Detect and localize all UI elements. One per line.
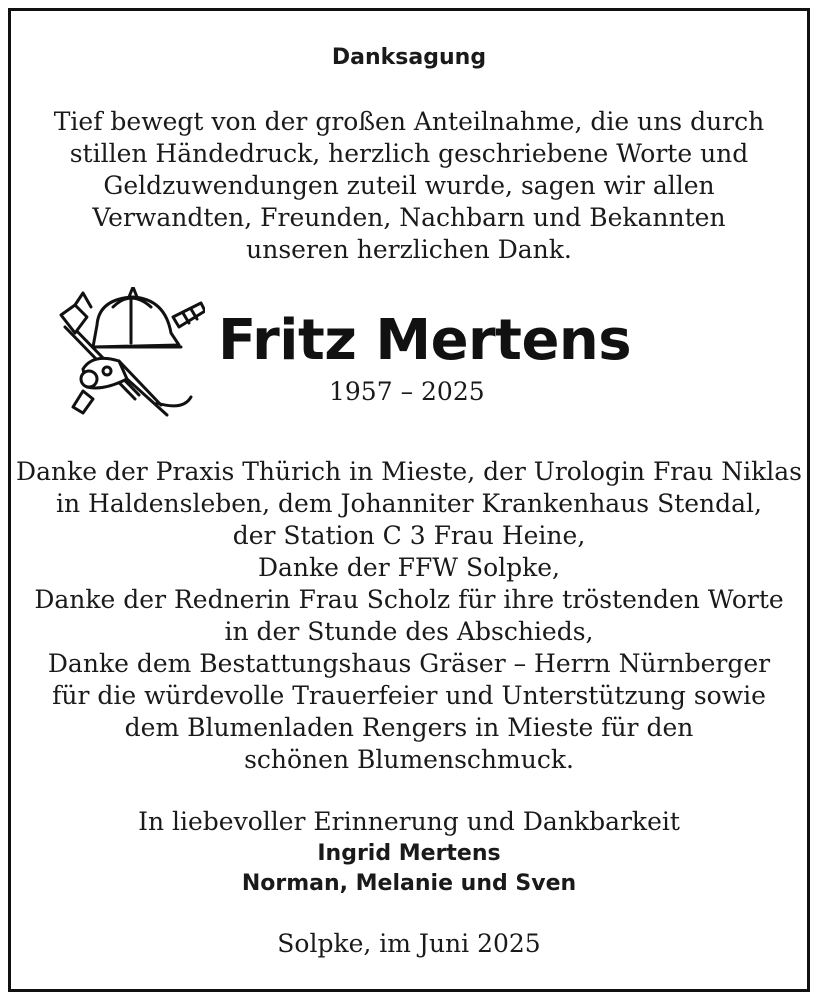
- thanks-line: schönen Blumenschmuck.: [244, 745, 574, 774]
- intro-line: stillen Händedruck, herzlich geschriebene Worte und: [69, 139, 749, 168]
- thanks-line: Danke dem Bestattungshaus Gräser – Herrn Nürnberger: [47, 649, 771, 678]
- thanks-line: dem Blumenladen Rengers in Mieste für den: [124, 713, 694, 742]
- place-date: Solpke, im Juni 2025: [277, 929, 541, 958]
- intro-line: Verwandten, Freunden, Nachbarn und Bekannten: [92, 203, 726, 232]
- intro-line: unseren herzlichen Dank.: [246, 235, 572, 264]
- intro-line: Tief bewegt von der großen Anteilnahme, die uns durch: [53, 107, 765, 136]
- thanks-line: Danke der Praxis Thürich in Mieste, der Urologin Frau Niklas: [16, 457, 802, 486]
- thanks-line: Danke der Rednerin Frau Scholz für ihre tröstenden Worte: [34, 585, 784, 614]
- obituary-notice: [8, 8, 810, 992]
- thanks-line: der Station C 3 Frau Heine,: [232, 521, 586, 550]
- firefighter-emblem-icon: [53, 287, 205, 421]
- thanks-line: für die würdevolle Trauerfeier und Unterstützung sowie: [52, 681, 766, 710]
- signer-primary: Ingrid Mertens: [317, 841, 501, 866]
- heading: Danksagung: [331, 45, 487, 70]
- signer-family: Norman, Melanie und Sven: [241, 871, 577, 896]
- deceased-name: Fritz Mertens: [218, 308, 632, 373]
- intro-line: Geldzuwendungen zuteil wurde, sagen wir allen: [103, 171, 715, 200]
- thanks-line: in der Stunde des Abschieds,: [224, 617, 594, 646]
- thanks-line: Danke der FFW Solpke,: [257, 553, 561, 582]
- thanks-line: in Haldensleben, dem Johanniter Krankenhaus Stendal,: [55, 489, 762, 518]
- deceased-dates: 1957 – 2025: [329, 377, 485, 406]
- closing-phrase: In liebevoller Erinnerung und Dankbarkeit: [138, 807, 680, 836]
